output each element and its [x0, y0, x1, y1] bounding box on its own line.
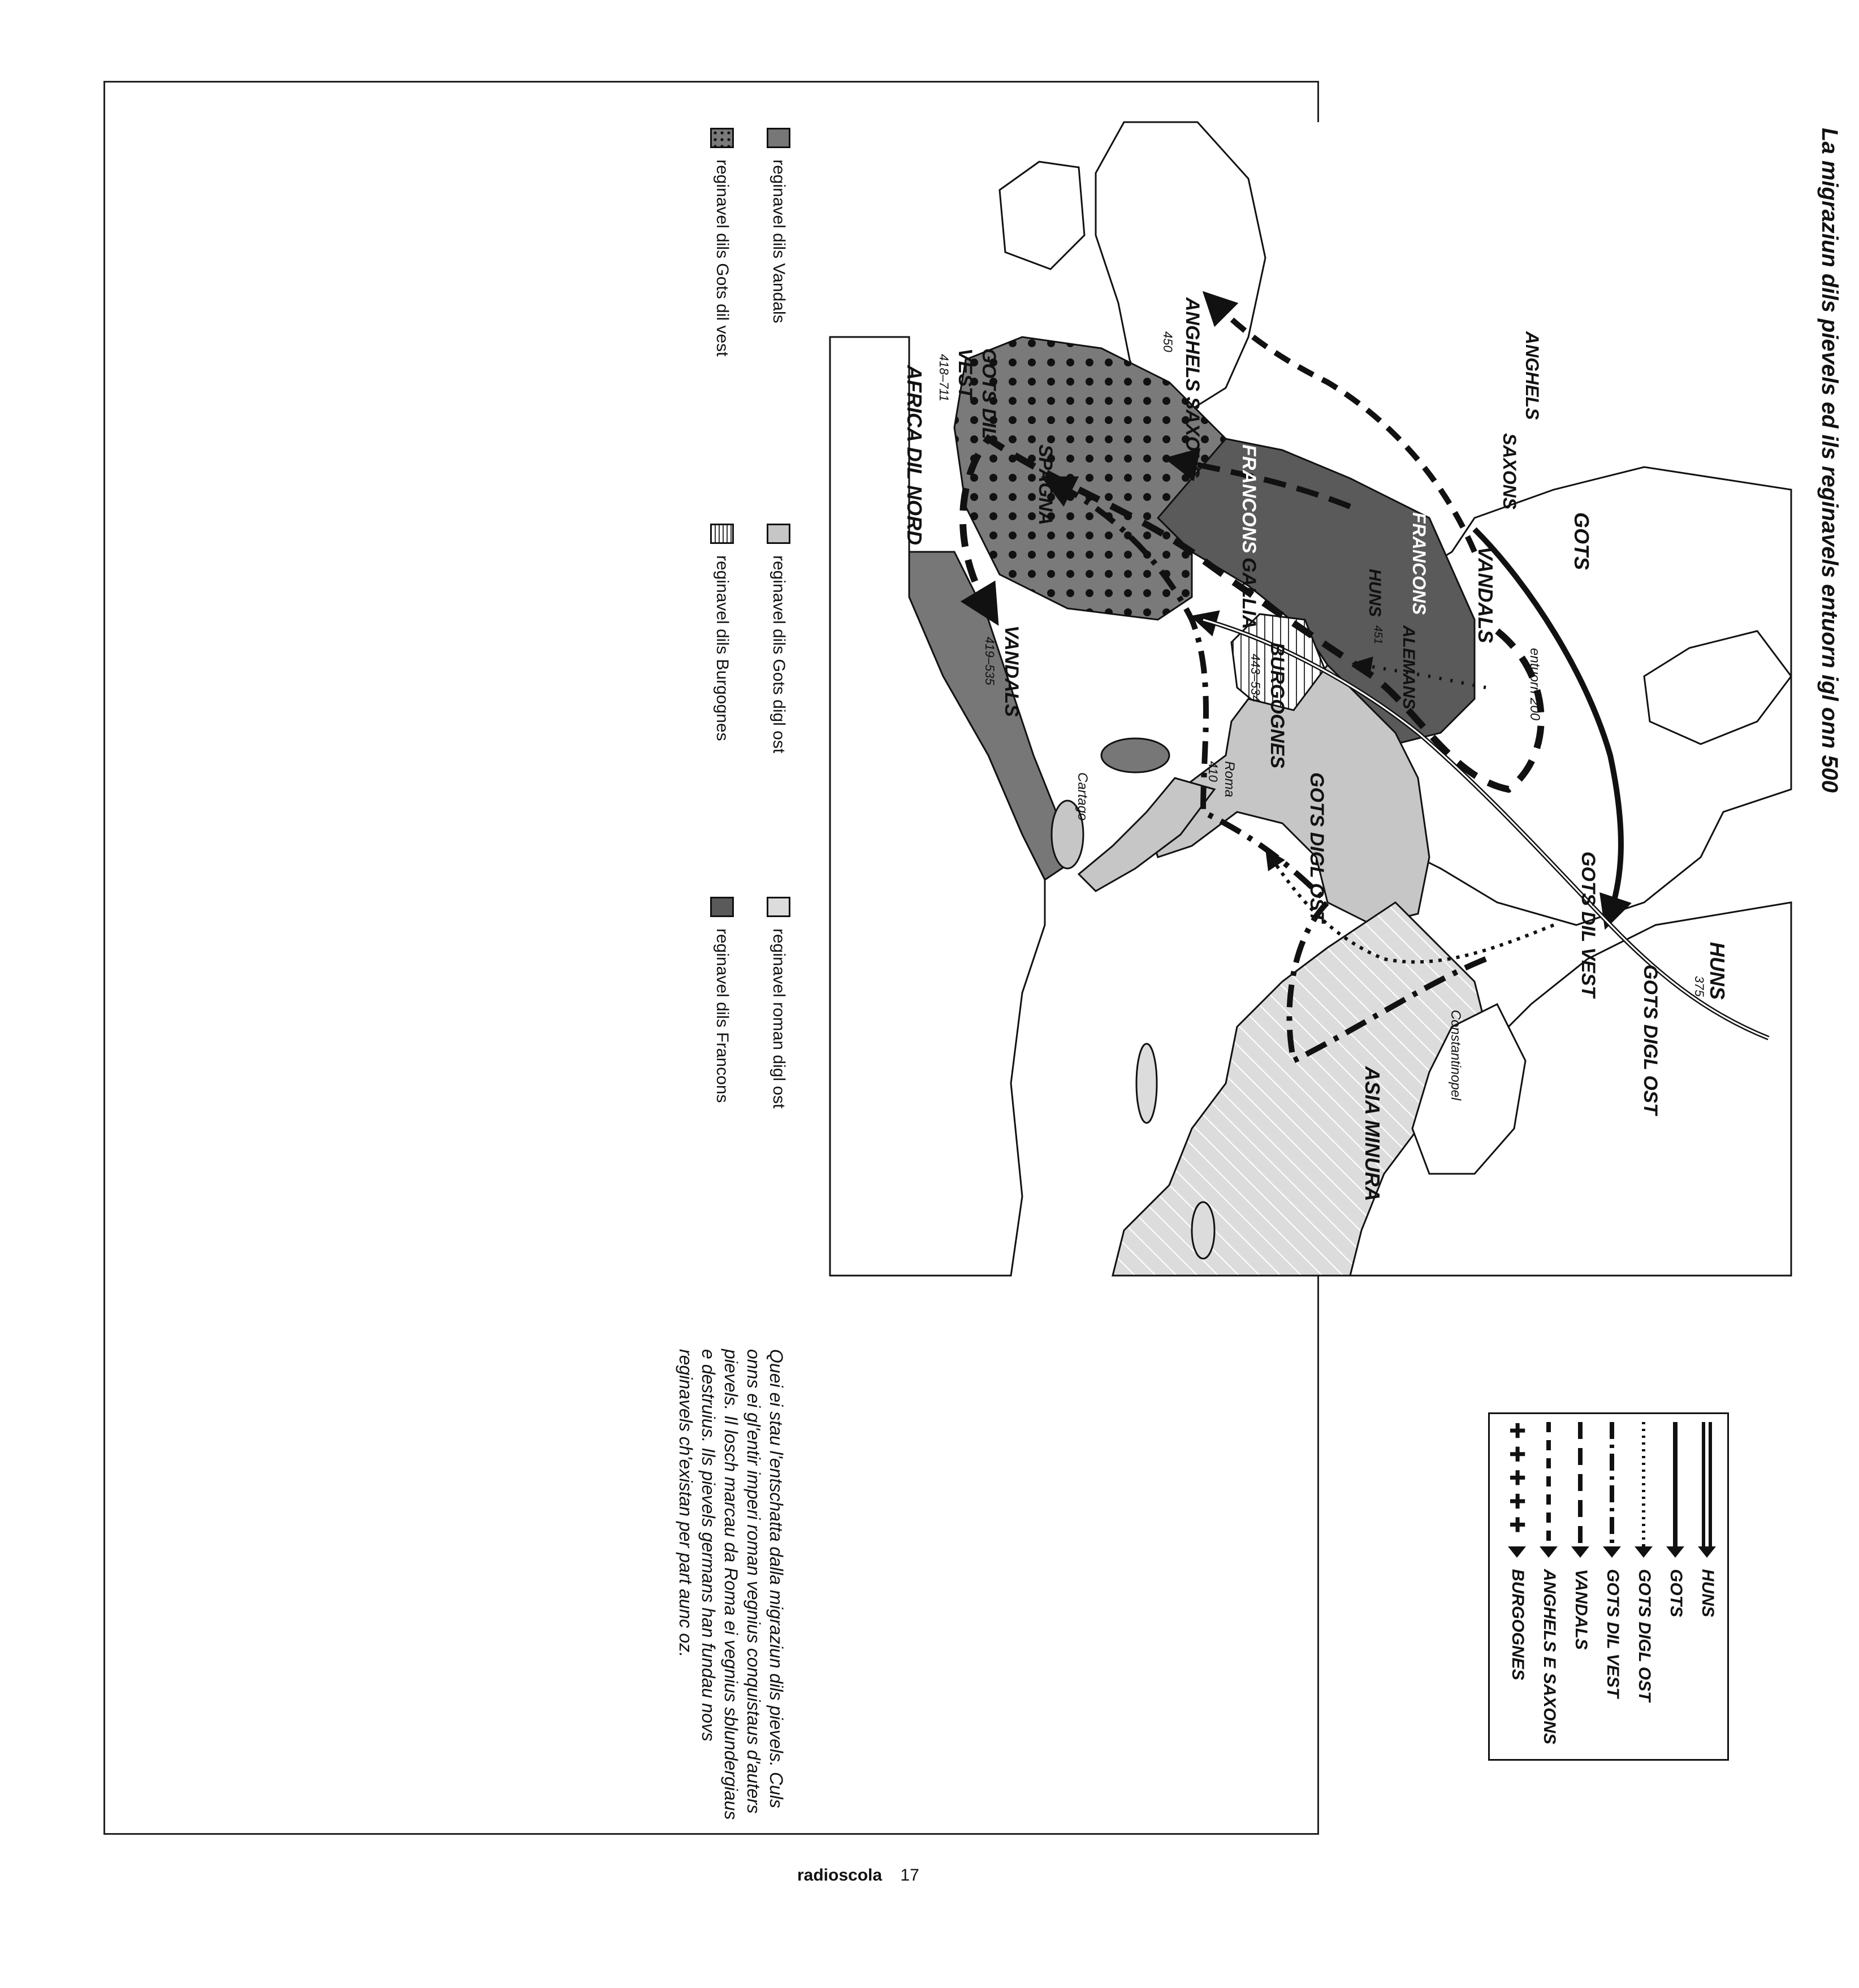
label-375: 375 [1692, 976, 1706, 997]
label-gots-dil-vest-spain-2: VEST [954, 348, 976, 399]
label-gots-dil-vest-east: GOTS DIL VEST [1577, 852, 1599, 998]
legend-row [1661, 1422, 1690, 1750]
map-caption: Quei ei stau l'entschatta dalla migraziun dils pievels. Culs onns ei gl'entir imperi roman vegnius conquistaus d'auters pievels. Il losch marcau da Roma ei vegnius sblundergiaus e destruius. Ils pievels germans han fundau novs reginavels ch'existan per part aunc oz. [676, 1349, 786, 1820]
label-asia-minura: ASIA MINURA [1361, 1066, 1384, 1202]
legend-row [1566, 1422, 1595, 1750]
label-gots-digl-ost-east: GOTS DIGL OST [1640, 965, 1661, 1115]
label-gallia: GALLIA [1238, 557, 1260, 629]
island-sardinia [1101, 738, 1169, 772]
legend-label: ANGHELS E SAXONS [1540, 1569, 1559, 1745]
page-footer [797, 1866, 919, 1885]
legend-row [1692, 1422, 1722, 1750]
label-451: 451 [1372, 625, 1384, 645]
label-burgognes: BURGOGNES [1266, 642, 1288, 768]
key-label: reginavel dils Gots dil vest [713, 159, 732, 357]
rotated-map-sheet [643, 83, 1859, 1836]
legend-symbol-gots-digl-ost [1632, 1422, 1655, 1558]
key-swatch [767, 128, 790, 148]
label-francons-south: FRANCONS [1238, 444, 1260, 554]
legend-label: GOTS DIL VEST [1603, 1569, 1622, 1698]
label-vandals-central: VANDALS [1474, 546, 1497, 643]
footer-brand: radioscola [797, 1866, 883, 1885]
label-anghels-saxons-brit: ANGHELS SAXONS [1182, 297, 1203, 478]
label-burgognes-years: 443–534 [1248, 654, 1263, 702]
island-cyprus [1192, 1202, 1214, 1259]
key-label: reginavel dils Francons [713, 928, 732, 1103]
legend-row [1629, 1422, 1658, 1750]
legend-symbol-vandals [1569, 1422, 1592, 1558]
label-spagna: SPAGNA [1035, 444, 1056, 525]
footer-page-number: 17 [900, 1866, 919, 1885]
legend-label: HUNS [1698, 1569, 1717, 1618]
legend-label: GOTS DIGL OST [1635, 1569, 1654, 1702]
label-gots-dil-vest-spain-1: GOTS DIL [978, 348, 1000, 439]
legend-symbol-anghels-saxons [1537, 1422, 1560, 1558]
label-francons-north: FRANCONS [1409, 512, 1429, 615]
label-constantinopel: Constantinopel [1448, 1010, 1463, 1101]
svg-text:✚ ✚ ✚ ✚ ✚: ✚ ✚ ✚ ✚ ✚ [1505, 1422, 1528, 1533]
label-450: 450 [1161, 331, 1175, 352]
key-swatch [710, 128, 734, 148]
key-swatch [767, 897, 790, 917]
legend-label: BURGOGNES [1508, 1569, 1527, 1680]
label-anghels-north: ANGHELS [1522, 331, 1542, 420]
label-huns-east: HUNS [1706, 942, 1729, 1000]
legend-row [1534, 1422, 1563, 1750]
label-vandals-africa: VANDALS [1001, 625, 1022, 717]
key-swatch [710, 524, 734, 544]
label-entuorn: entuorn 200 [1527, 648, 1542, 721]
legend-symbol-gots [1664, 1422, 1687, 1558]
key-label: reginavel dils Vandals [769, 159, 788, 323]
page-frame [103, 81, 1842, 1835]
island-crete [1136, 1044, 1157, 1123]
label-vandals-years: 419–535 [983, 637, 997, 685]
label-gots-digl-ost-italy: GOTS DIGL OST [1306, 772, 1328, 923]
legend-row [1597, 1422, 1627, 1750]
label-alemans: ALEMANS [1399, 625, 1418, 710]
legend-label: VANDALS [1572, 1569, 1590, 1650]
legend-symbol-burgognes [1506, 1422, 1528, 1558]
label-cartago: Cartago [1075, 772, 1090, 821]
key-label: reginavel dils Burgognes [713, 555, 732, 741]
key-swatch [767, 524, 790, 544]
key-label: reginavel dils Gots digl ost [769, 555, 788, 754]
key-swatch [710, 897, 734, 917]
label-saxons-north: SAXONS [1499, 433, 1520, 510]
label-roma: Roma [1222, 761, 1237, 798]
label-410: 410 [1206, 761, 1220, 782]
map-title: La migraziun dils pievels ed ils reginavels entuorn igl onn 500 [1817, 128, 1842, 793]
legend-row [1502, 1422, 1532, 1750]
route-legend [1488, 1412, 1729, 1761]
key-label: reginavel roman digl ost [769, 928, 788, 1109]
legend-label: GOTS [1667, 1569, 1685, 1618]
legend-symbol-huns [1696, 1422, 1718, 1558]
label-visigoth-years: 418–711 [937, 354, 951, 402]
label-gots-north: GOTS [1570, 512, 1593, 571]
label-huns-gaul: HUNS [1365, 569, 1384, 617]
label-africa-dil-nord: AFRICA DIL NORD [903, 365, 926, 545]
legend-symbol-gots-dil-vest [1601, 1422, 1623, 1558]
